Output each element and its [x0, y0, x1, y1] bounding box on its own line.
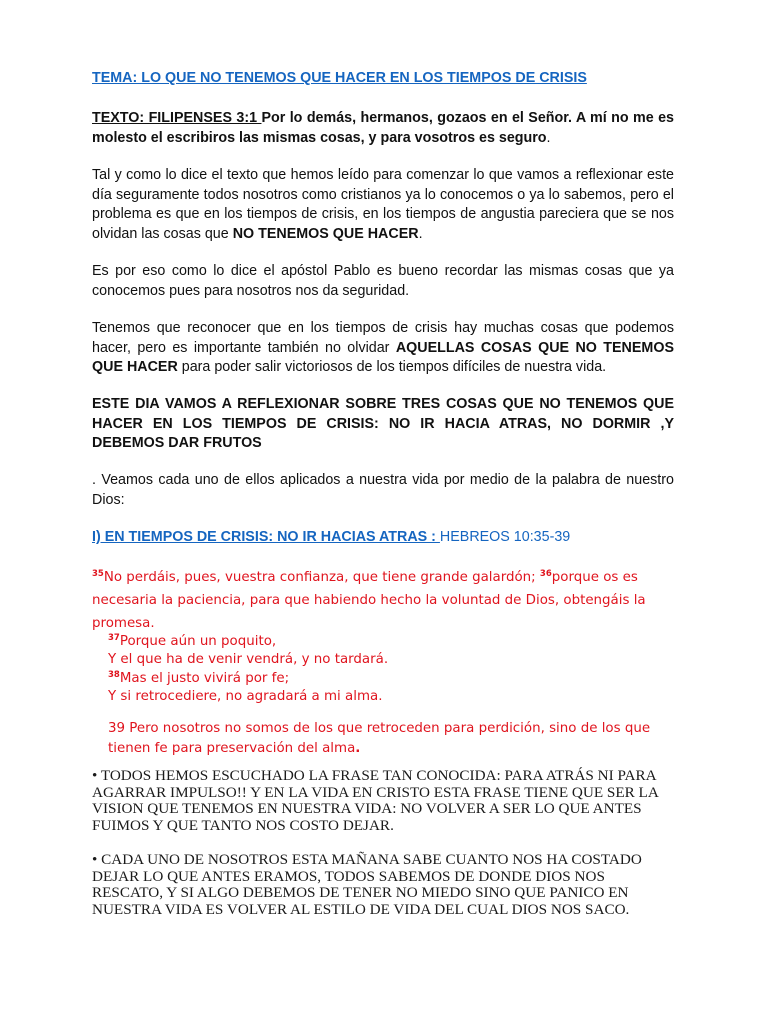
- p3-text: Tenemos que reconocer que en los tiempos de crisis hay muchas cosas que podemos hacer, pero es importante también no olvidar: [92, 320, 674, 356]
- verse-number-35: 35: [92, 569, 104, 579]
- section-1-heading: [92, 528, 674, 548]
- verse-37-38: [108, 633, 668, 706]
- verse-36-text: porque os es necesaria la paciencia, para que habiendo hecho la voluntad de Dios, obtengáis la promesa.: [92, 570, 646, 631]
- p1-text: Tal y como lo dice el texto que hemos leído para comenzar lo que vamos a reflexionar este día seguramente todos nosotros como cristianos ya lo conocemos o ya lo sabemos, pero el problema es que en los tiempos de crisis, en los tiempos de angustia pareciera que se nos olvidan las cosas que: [92, 167, 674, 242]
- texto-end: .: [546, 129, 551, 146]
- p3-end: para poder salir victoriosos de los tiempos difíciles de nuestra vida.: [177, 359, 607, 375]
- verse-37-line-1: [108, 633, 668, 651]
- verse-37-line-2: Y el que ha de venir vendrá, y no tardará.: [108, 652, 389, 668]
- paragraph-1: [92, 166, 674, 244]
- verse-38-line-1-text: Mas el justo vivirá por fe;: [119, 670, 290, 686]
- verse-number-36: 36: [539, 569, 552, 579]
- bullet-2: [92, 852, 674, 918]
- section-1-title: I) EN TIEMPOS DE CRISIS: NO IR HACIAS ATRAS :: [92, 529, 440, 545]
- paragraph-3: [92, 319, 674, 378]
- p1-end: .: [418, 225, 423, 242]
- verse-38-line-2: Y si retrocediere, no agradará a mi alma.: [108, 688, 383, 704]
- texto-body: Por lo demás, hermanos, gozaos en el Señor. A mí no me es molesto el escribiros las mismas cosas, y para vosotros es seguro: [92, 110, 674, 146]
- p2-text: Es por eso como lo dice el apóstol Pablo es bueno recordar las mismas cosas que ya conocemos pues para nosotros nos da seguridad.: [92, 263, 674, 299]
- verse-number-37: 37: [108, 633, 120, 643]
- p3-bold: AQUELLAS COSAS QUE NO TENEMOS QUE HACER: [92, 339, 674, 375]
- p5-text: . Veamos cada uno de ellos aplicados a nuestra vida por medio de la palabra de nuestro Dios:: [92, 472, 674, 508]
- document-title: [92, 69, 674, 89]
- bullet-2-text: • CADA UNO DE NOSOTROS ESTA MAÑANA SABE CUANTO NOS HA COSTADO DEJAR LO QUE ANTES ERAMOS, TODOS SABEMOS DE DONDE DIOS NOS RESCATO, Y SI ALGO DEBEMOS DE TENER NO MIEDO SINO QUE PANICO EN NUESTRA VIDA ES VOLVER AL ESTILO DE VIDA DEL CUAL DIOS NOS SACO.: [92, 851, 642, 918]
- paragraph-5: [92, 471, 674, 510]
- bullet-1-text: • TODOS HEMOS ESCUCHADO LA FRASE TAN CONOCIDA: PARA ATRÁS NI PARA AGARRAR IMPULSO!! Y EN LA VIDA EN CRISTO ESTA FRASE TIENE QUE SER LA VISION QUE TENEMOS EN NUESTRA VIDA: NO VOLVER A SER LO QUE ANTES FUIMOS Y QUE TANTO NOS COSTO DEJAR.: [92, 767, 658, 834]
- verse-39-text: 39 Pero nosotros no somos de los que retroceden para perdición, sino de los que tienen fe para preservación del alma: [108, 721, 651, 756]
- bullet-1: [92, 768, 674, 834]
- verse-39: [108, 719, 674, 758]
- verse-35-36: [92, 566, 674, 635]
- section-1-reference: HEBREOS 10:35-39: [439, 529, 571, 545]
- texto-paragraph: [92, 109, 674, 148]
- paragraph-4: [92, 395, 674, 454]
- verse-35-text: No perdáis, pues, vuestra confianza, que tiene grande galardón;: [103, 570, 540, 585]
- texto-label: TEXTO: FILIPENSES 3:1: [92, 110, 262, 126]
- p1-bold: NO TENEMOS QUE HACER: [232, 225, 419, 242]
- verse-39-end: .: [355, 740, 361, 756]
- paragraph-2: [92, 262, 674, 301]
- verse-37-line-1-text: Porque aún un poquito,: [119, 634, 277, 649]
- p4-text: ESTE DIA VAMOS A REFLEXIONAR SOBRE TRES COSAS QUE NO TENEMOS QUE HACER EN LOS TIEMPOS DE CRISIS: NO IR HACIA ATRAS, NO DORMIR ,Y DEBEMOS DAR FRUTOS: [92, 396, 674, 451]
- verse-38-line-1: [108, 670, 668, 688]
- title-text: TEMA: LO QUE NO TENEMOS QUE HACER EN LOS TIEMPOS DE CRISIS: [92, 70, 587, 86]
- verse-number-38: 38: [108, 669, 120, 680]
